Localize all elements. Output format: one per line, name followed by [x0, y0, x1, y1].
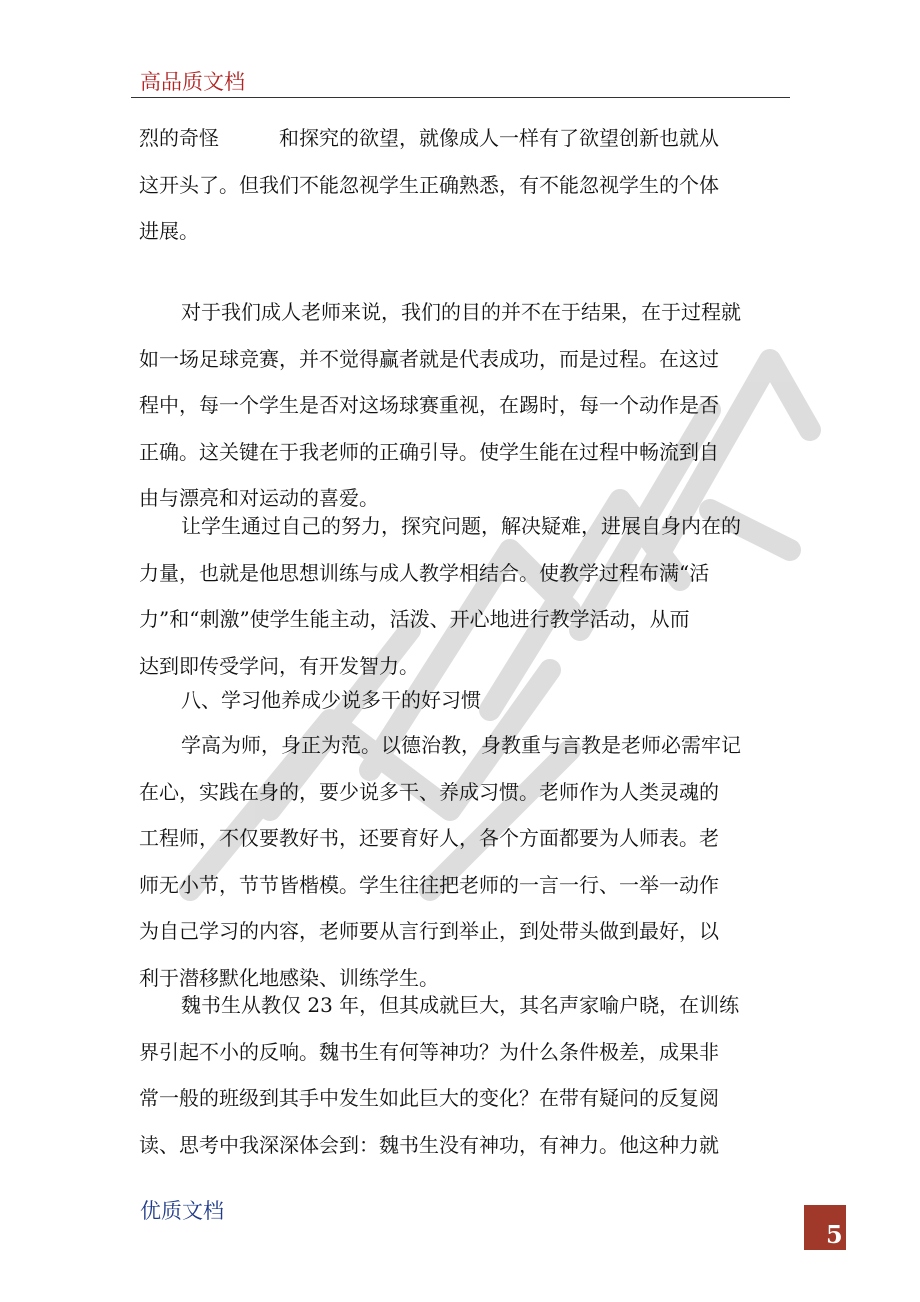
text-line: 工程师，不仅要教好书，还要育好人，各个方面都要为人师表。老 — [139, 826, 719, 850]
paragraph-5 — [139, 722, 789, 1001]
page-number: 5 — [826, 1220, 843, 1249]
text-line: 力量，也就是他思想训练与成人教学相结合。使教学过程布满“活 — [139, 560, 710, 585]
text-line: 力”和“刺激”使学生能主动，活泼、开心地进行教学活动，从而 — [139, 607, 690, 631]
text-line: 界引起不小的反响。魏书生有何等神功？为什么条件极差，成果非 — [139, 1039, 719, 1064]
text-line: 程中，每一个学生是否对这场球赛重视，在踢时，每一个动作是否 — [139, 393, 719, 417]
text-line: 进展。 — [139, 219, 199, 243]
paragraph-6 — [139, 982, 789, 1168]
text-line: 常一般的班级到其手中发生如此巨大的变化？在带有疑问的反复阅 — [139, 1086, 719, 1110]
paragraph-2 — [139, 289, 789, 522]
section-heading — [139, 677, 789, 724]
text-line: 学高为师，身正为范。以德治教，身教重与言教是老师必需牢记 — [181, 733, 741, 757]
paragraph-1 — [139, 115, 789, 255]
header-title: 高品质文档 — [140, 70, 245, 94]
header-divider — [131, 97, 790, 98]
text-line: 由与漂亮和对运动的喜爱。 — [139, 486, 379, 510]
text-line: 师无小节，节节皆楷模。学生往往把老师的一言一行、一举一动作 — [139, 872, 719, 897]
text-line: 对于我们成人老师来说，我们的目的并不在于结果，在于过程就 — [181, 300, 741, 324]
footer-title: 优质文档 — [140, 1199, 224, 1223]
text-line: 这开头了。但我们不能忽视学生正确熟悉，有不能忽视学生的个体 — [139, 172, 719, 197]
text-line: 利于潜移默化地感染、训练学生。 — [139, 965, 439, 990]
text-line: 在心，实践在身的，要少说多干、养成习惯。老师作为人类灵魂的 — [139, 779, 719, 804]
text-line: 如一场足球竞赛，并不觉得赢者就是代表成功，而是过程。在这过 — [139, 346, 719, 371]
text-segment: 和探究的欲望，就像成人一样有了欲望创新也就从 — [279, 126, 719, 150]
text-line: 正确。这关键在于我老师的正确引导。使学生能在过程中畅流到自 — [139, 439, 719, 464]
text-line: 魏书生从教仅 23 年，但其成就巨大，其名声家喻户晓，在训练 — [181, 993, 740, 1017]
text-line: 八、学习他养成少说多干的好习惯 — [181, 688, 481, 712]
text-segment: 烈的奇怪 — [139, 126, 219, 150]
text-line — [139, 115, 789, 162]
text-line: 为自己学习的内容，老师要从言行到举止，到处带头做到最好，以 — [139, 919, 719, 943]
text-line: 达到即传受学问，有开发智力。 — [139, 653, 419, 678]
paragraph-3 — [139, 503, 789, 689]
text-line: 让学生通过自己的努力，探究问题，解决疑难，进展自身内在的 — [181, 514, 741, 538]
text-line: 读、思考中我深深体会到：魏书生没有神功，有神力。他这种力就 — [139, 1132, 719, 1157]
